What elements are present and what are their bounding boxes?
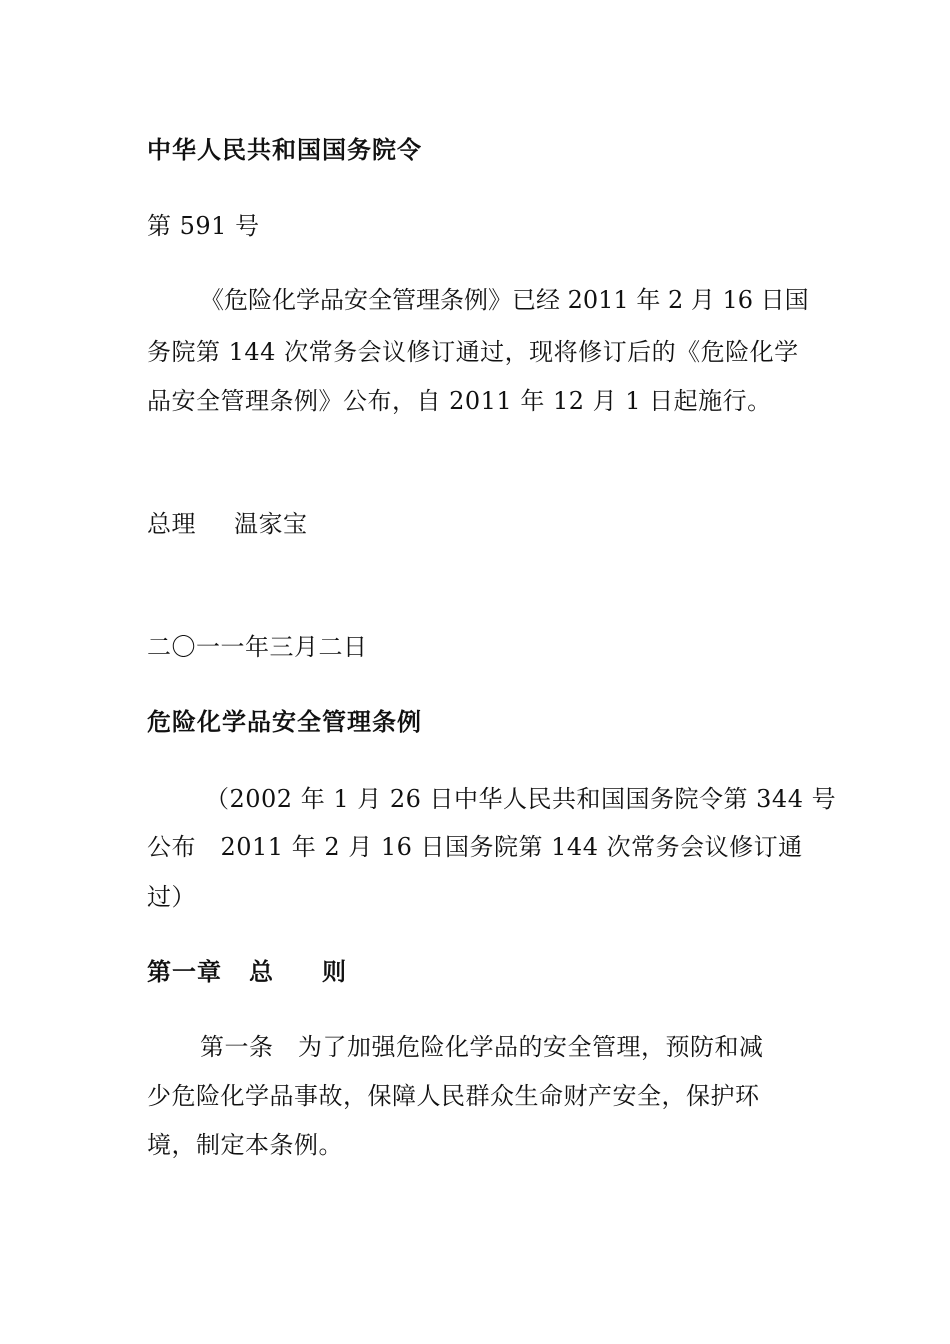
regulation-title: 危险化学品安全管理条例 bbox=[147, 708, 422, 736]
signer-name: 温家宝 bbox=[234, 510, 308, 538]
decree-body-text: 《危险化学品安全管理条例》已经 2011 年 2 月 16 日国 bbox=[200, 286, 809, 314]
decree-body-line-3: 品安全管理条例》公布，自 2011 年 12 月 1 日起施行。 bbox=[147, 387, 772, 415]
decree-title: 中华人民共和国国务院令 bbox=[147, 136, 422, 164]
article-1-line-1: 第一条 为了加强危险化学品的安全管理，预防和减 bbox=[200, 1033, 764, 1061]
chapter-label: 第一章 bbox=[147, 958, 222, 986]
decree-body-line-2: 务院第 144 次常务会议修订通过，现将修订后的《危险化学 bbox=[147, 338, 799, 366]
decree-date: 二〇一一年三月二日 bbox=[147, 633, 368, 661]
signer-title: 总理 bbox=[147, 510, 196, 538]
article-1-line-3: 境，制定本条例。 bbox=[147, 1131, 343, 1159]
decree-number: 第 591 号 bbox=[147, 212, 260, 240]
decree-body-line-1 bbox=[200, 285, 809, 315]
regulation-note-line-1: （2002 年 1 月 26 日中华人民共和国国务院令第 344 号 bbox=[205, 785, 837, 813]
article-1-line-2: 少危险化学品事故，保障人民群众生命财产安全，保护环 bbox=[147, 1082, 760, 1110]
regulation-note-line-3: 过） bbox=[147, 883, 196, 911]
chapter-name-first: 总 bbox=[249, 958, 274, 986]
regulation-note-line-2: 公布 2011 年 2 月 16 日国务院第 144 次常务会议修订通 bbox=[147, 833, 803, 861]
chapter-name-second: 则 bbox=[322, 958, 347, 986]
